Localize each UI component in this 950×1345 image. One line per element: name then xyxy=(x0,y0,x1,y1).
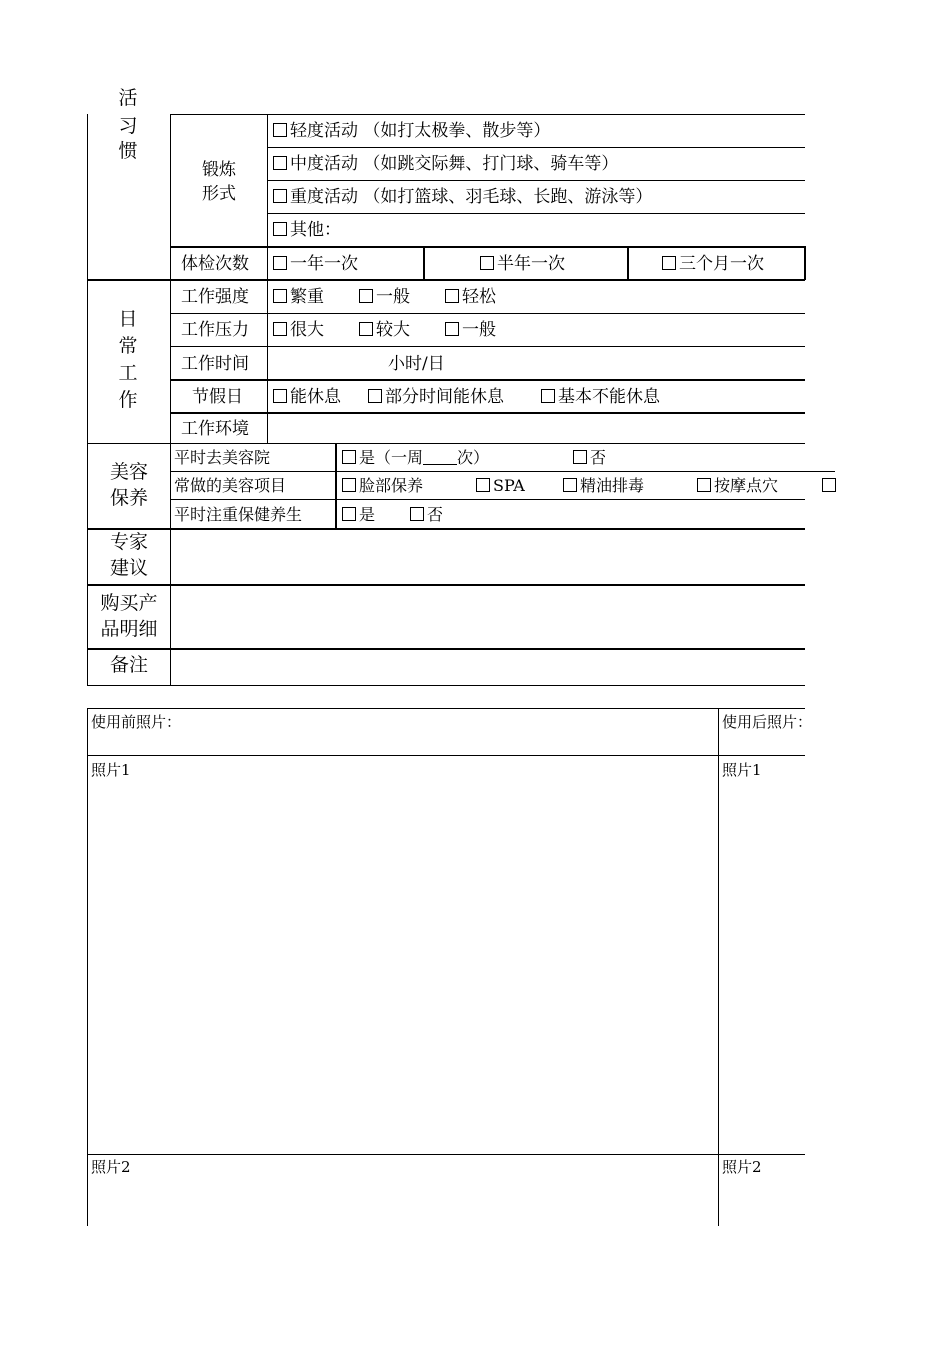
checkup-option-yearly[interactable] xyxy=(273,254,358,274)
option-text: 繁重 xyxy=(290,287,324,307)
beauty-item-oil[interactable] xyxy=(563,476,644,496)
checkbox[interactable] xyxy=(342,507,356,521)
before-photo-2-label: 照片2 xyxy=(91,1158,131,1176)
checkbox[interactable] xyxy=(662,256,676,270)
checkbox[interactable] xyxy=(563,478,577,492)
salon-label: 平时去美容院 xyxy=(174,448,271,467)
rule xyxy=(335,443,337,529)
exercise-option-moderate[interactable] xyxy=(273,154,618,174)
exercise-label xyxy=(180,158,258,206)
rule xyxy=(87,528,805,530)
checkup-option-quarterly[interactable] xyxy=(662,254,764,274)
after-photo-2-label: 照片2 xyxy=(722,1158,762,1176)
work-pressure-medium[interactable] xyxy=(359,320,410,340)
purchase-detail-field[interactable] xyxy=(172,587,802,646)
checkup-option-halfyear[interactable] xyxy=(480,254,565,274)
option-text: 较大 xyxy=(376,320,410,340)
option-text: 中度活动 （如跳交际舞、打门球、骑车等） xyxy=(290,154,619,174)
expert-advice-label xyxy=(100,529,158,581)
checkbox[interactable] xyxy=(273,222,287,236)
rule xyxy=(87,708,88,1226)
work-pressure-label: 工作压力 xyxy=(181,320,249,340)
beauty-item-facial[interactable] xyxy=(342,476,423,496)
checkbox[interactable] xyxy=(359,322,373,336)
checkbox[interactable] xyxy=(368,389,382,403)
rule xyxy=(87,443,805,444)
option-text: 三个月一次 xyxy=(679,254,764,274)
option-text: 一般 xyxy=(376,287,410,307)
checkbox[interactable] xyxy=(480,256,494,270)
checkbox[interactable] xyxy=(273,289,287,303)
beauty-item-more[interactable] xyxy=(822,476,839,496)
rule xyxy=(170,471,835,472)
rule xyxy=(87,584,805,586)
daily-work-label-char: 工 xyxy=(118,362,138,384)
checkbox[interactable] xyxy=(573,450,587,464)
work-pressure-normal[interactable] xyxy=(445,320,496,340)
rule xyxy=(87,755,805,756)
beauty-items-label: 常做的美容项目 xyxy=(174,476,287,495)
before-photo-1-label: 照片1 xyxy=(91,761,131,779)
work-hours-field[interactable]: 小时/日 xyxy=(388,354,445,374)
option-text: 一般 xyxy=(462,320,496,340)
checkbox[interactable] xyxy=(273,322,287,336)
checkbox[interactable] xyxy=(342,478,356,492)
rule xyxy=(170,412,805,414)
holiday-label: 节假日 xyxy=(192,387,243,407)
option-text: 部分时间能休息 xyxy=(385,387,504,407)
work-intensity-heavy[interactable] xyxy=(273,287,324,307)
option-text: 轻度活动 （如打太极拳、散步等） xyxy=(290,121,551,141)
salon-option-no[interactable] xyxy=(573,448,606,468)
rule xyxy=(87,279,805,281)
option-text: 脸部保养 xyxy=(359,476,424,495)
beauty-label-line: 美容 xyxy=(109,461,148,483)
daily-work-section-label xyxy=(108,306,148,414)
before-photo-2-area[interactable] xyxy=(89,1180,716,1225)
rule xyxy=(804,246,806,280)
checkbox[interactable] xyxy=(445,322,459,336)
option-text: 重度活动 （如打篮球、羽毛球、长跑、游泳等） xyxy=(290,187,653,207)
lifestyle-label-char: 习 xyxy=(118,115,138,137)
lifestyle-section-label xyxy=(108,86,148,164)
exercise-option-heavy[interactable] xyxy=(273,187,652,207)
option-text: 基本不能休息 xyxy=(558,387,660,407)
rule xyxy=(170,313,805,314)
checkbox[interactable] xyxy=(445,289,459,303)
checkbox[interactable] xyxy=(410,507,424,521)
after-photo-1-area[interactable] xyxy=(720,782,804,1152)
work-pressure-high[interactable] xyxy=(273,320,324,340)
daily-work-label-char: 日 xyxy=(118,308,138,330)
work-intensity-label: 工作强度 xyxy=(181,287,249,307)
rule xyxy=(87,1154,805,1155)
remark-label: 备注 xyxy=(109,654,148,676)
rule xyxy=(170,114,805,115)
option-text: 是 xyxy=(359,505,376,524)
option-text: 否 xyxy=(427,505,444,524)
daily-work-label-char: 常 xyxy=(118,335,138,357)
option-text: 很大 xyxy=(290,320,324,340)
checkbox[interactable] xyxy=(273,123,287,137)
beauty-section-label xyxy=(100,459,158,511)
rule xyxy=(170,499,805,500)
holiday-option-none[interactable] xyxy=(541,387,660,407)
times-blank[interactable] xyxy=(423,450,457,465)
checkbox[interactable] xyxy=(476,478,490,492)
checkbox[interactable] xyxy=(541,389,555,403)
after-photo-2-area[interactable] xyxy=(720,1180,804,1225)
work-environment-label: 工作环境 xyxy=(181,419,249,439)
after-photo-1-label: 照片1 xyxy=(722,761,762,779)
rule xyxy=(627,246,629,280)
option-text: 半年一次 xyxy=(497,254,565,274)
option-text: 能休息 xyxy=(290,387,341,407)
rule xyxy=(423,246,425,280)
exercise-label-line: 锻炼 xyxy=(202,160,236,180)
option-text: 否 xyxy=(590,448,607,467)
checkbox[interactable] xyxy=(273,189,287,203)
purchase-detail-label xyxy=(90,590,168,642)
exercise-option-other[interactable] xyxy=(273,220,341,240)
rule xyxy=(267,213,805,214)
rule xyxy=(87,648,805,650)
checkbox[interactable] xyxy=(359,289,373,303)
option-text: 精油排毒 xyxy=(580,476,645,495)
rule xyxy=(718,708,719,1226)
remark-field[interactable] xyxy=(172,651,802,683)
health-care-no[interactable] xyxy=(410,505,443,525)
holiday-option-rest[interactable] xyxy=(273,387,341,407)
rule xyxy=(170,379,805,381)
option-text: 轻松 xyxy=(462,287,496,307)
purchase-label-line: 购买产 xyxy=(100,592,158,614)
rule xyxy=(87,114,88,686)
daily-work-label-char: 作 xyxy=(118,389,138,411)
rule xyxy=(87,708,805,709)
rule xyxy=(170,114,171,686)
work-intensity-normal[interactable] xyxy=(359,287,410,307)
checkbox[interactable] xyxy=(342,450,356,464)
option-text: 其他： xyxy=(290,220,341,240)
work-hours-label: 工作时间 xyxy=(181,354,249,374)
health-care-yes[interactable] xyxy=(342,505,375,525)
checkbox[interactable] xyxy=(822,478,836,492)
rule xyxy=(267,180,805,181)
rule xyxy=(267,147,805,148)
option-text: SPA xyxy=(493,476,525,495)
checkbox[interactable] xyxy=(273,256,287,270)
exercise-option-light[interactable] xyxy=(273,121,550,141)
beauty-item-massage[interactable] xyxy=(697,476,778,496)
health-care-label: 平时注重保健养生 xyxy=(174,505,303,524)
beauty-label-line: 保养 xyxy=(109,487,148,509)
lifestyle-label-char: 惯 xyxy=(118,140,138,162)
purchase-label-line: 品明细 xyxy=(100,618,158,640)
checkup-label: 体检次数 xyxy=(181,254,249,274)
salon-option-yes[interactable] xyxy=(342,448,489,468)
rule xyxy=(170,246,805,248)
checkbox[interactable] xyxy=(697,478,711,492)
exercise-label-line: 形式 xyxy=(202,184,236,204)
option-text: 是（一周 xyxy=(359,448,424,467)
lifestyle-label-char: 活 xyxy=(118,87,138,109)
before-photo-1-area[interactable] xyxy=(89,782,716,1152)
rule xyxy=(170,346,805,347)
expert-label-line: 建议 xyxy=(109,557,148,579)
rule xyxy=(87,685,805,686)
after-photo-label: 使用后照片： xyxy=(722,713,813,731)
work-environment-field[interactable] xyxy=(273,419,793,439)
expert-label-line: 专家 xyxy=(109,531,148,553)
option-text: 一年一次 xyxy=(290,254,358,274)
option-text: 次） xyxy=(457,448,490,467)
checkbox[interactable] xyxy=(273,389,287,403)
beauty-item-spa[interactable] xyxy=(476,476,525,496)
checkbox[interactable] xyxy=(273,156,287,170)
work-intensity-light[interactable] xyxy=(445,287,496,307)
holiday-option-partial[interactable] xyxy=(368,387,504,407)
rule xyxy=(267,114,268,443)
expert-advice-field[interactable] xyxy=(172,531,802,582)
option-text: 按摩点穴 xyxy=(714,476,779,495)
before-photo-label: 使用前照片： xyxy=(91,713,182,731)
